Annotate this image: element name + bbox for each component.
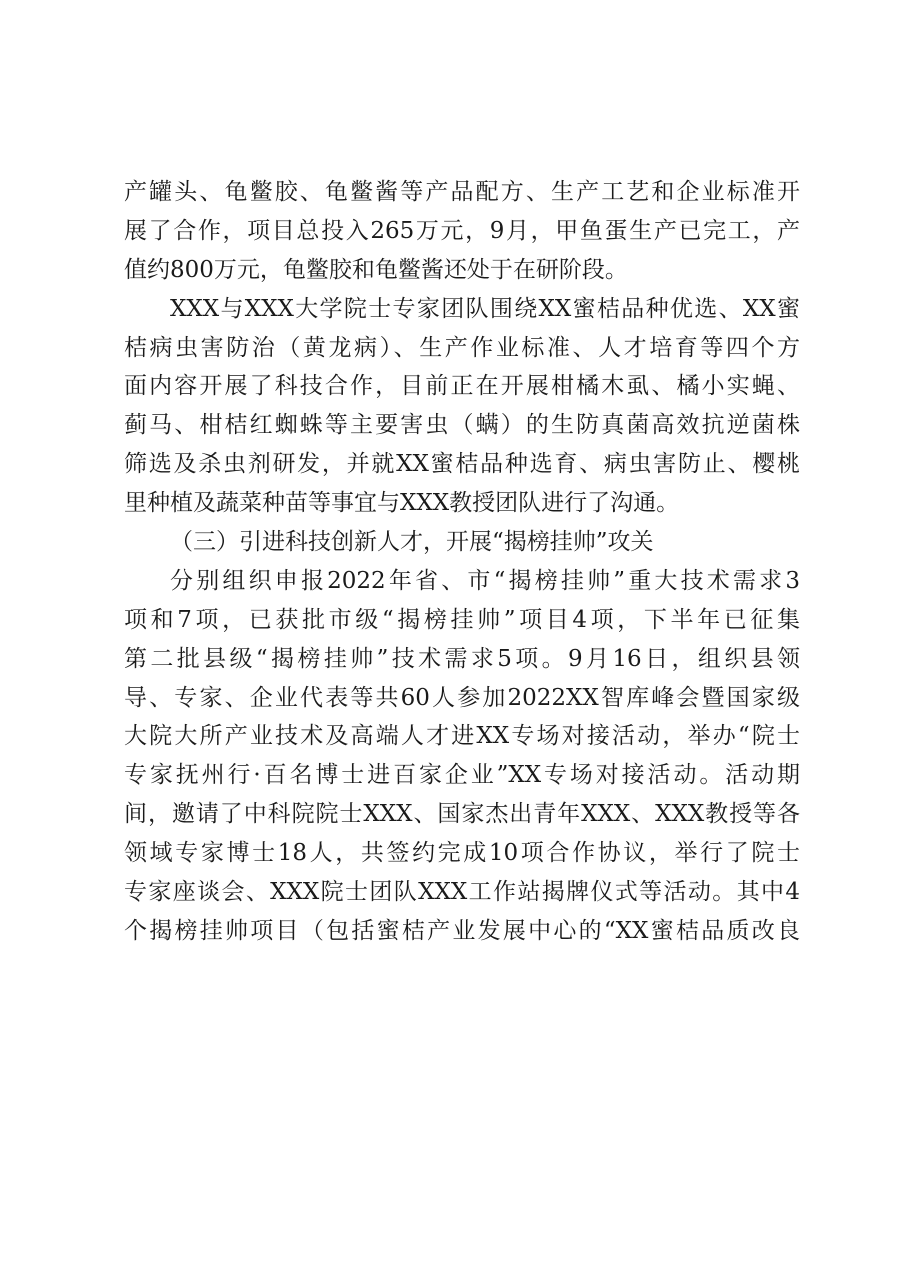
paragraph-2-line-2: 桔病虫害防治（黄龙病）、生产作业标准、人才培育等四个方 xyxy=(124,334,800,361)
paragraph-2-line-6: 里种植及蔬菜种苗等事宜与XXX教授团队进行了沟通。 xyxy=(124,490,680,517)
paragraph-1-line-3: 值约800万元，龟鳖胶和龟鳖酱还处于在研阶段。 xyxy=(124,256,628,283)
paragraph-2-line-3: 面内容开展了科技合作，目前正在开展柑橘木虱、橘小实蝇、 xyxy=(124,373,800,400)
paragraph-3-line-1: 分别组织申报2022年省、市“揭榜挂帅”重大技术需求3 xyxy=(170,567,800,594)
paragraph-2-line-5: 筛选及杀虫剂研发，并就XX蜜桔品种选育、病虫害防止、樱桃 xyxy=(124,451,800,478)
paragraph-3-line-2: 项和7项，已获批市级“揭榜挂帅”项目4项，下半年已征集 xyxy=(124,606,800,633)
paragraph-3-line-3: 第二批县级“揭榜挂帅”技术需求5项。9月16日，组织县领 xyxy=(124,645,800,672)
paragraph-3-line-8: 领域专家博士18人，共签约完成10项合作协议，举行了院士 xyxy=(124,840,800,867)
document-body xyxy=(124,173,800,951)
paragraph-2-line-4: 蓟马、柑桔红蜘蛛等主要害虫（螨）的生防真菌高效抗逆菌株 xyxy=(124,412,800,439)
paragraph-1-line-2: 展了合作，项目总投入265万元，9月，甲鱼蛋生产已完工，产 xyxy=(124,217,800,244)
paragraph-1-line-1: 产罐头、龟鳖胶、龟鳖酱等产品配方、生产工艺和企业标准开 xyxy=(124,179,800,205)
paragraph-3-line-9: 专家座谈会、XXX院士团队XXX工作站揭牌仪式等活动。其中4 xyxy=(124,879,800,906)
paragraph-3-line-5: 大院大所产业技术及高端人才进XX专场对接活动，举办“院士 xyxy=(124,723,800,750)
paragraph-3-line-4: 导、专家、企业代表等共60人参加2022XX智库峰会暨国家级 xyxy=(124,684,800,711)
section-heading-3: （三）引进科技创新人才，开展“揭榜挂帅”攻关 xyxy=(170,529,654,556)
paragraph-3-line-10: 个揭榜挂帅项目（包括蜜桔产业发展中心的“XX蜜桔品质改良 xyxy=(124,917,800,944)
paragraph-3-line-6: 专家抚州行·百名博士进百家企业”XX专场对接活动。活动期 xyxy=(124,762,800,789)
paragraph-2-line-1: XXX与XXX大学院士专家团队围绕XX蜜桔品种优选、XX蜜 xyxy=(170,295,800,322)
paragraph-3-line-7: 间，邀请了中科院院士XXX、国家杰出青年XXX、XXX教授等各 xyxy=(124,801,800,828)
